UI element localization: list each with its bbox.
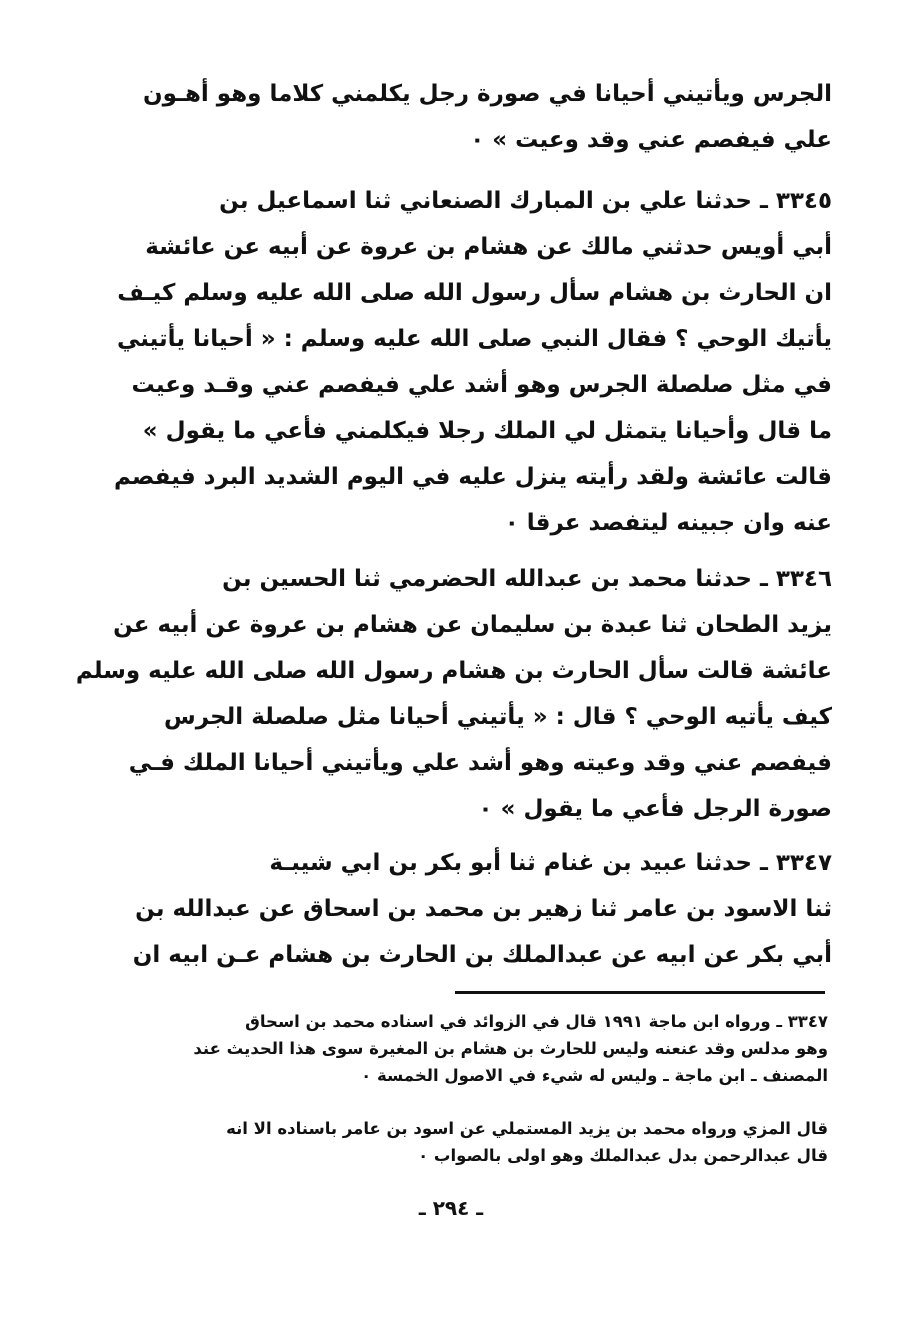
text-line: ان الحارث بن هشام سأل رسول الله صلى الله عليه وسلم كيـف [117,280,832,306]
text-line: ٣٣٤٧ ـ حدثنا عبيد بن غنام ثنا أبو بكر بن ابي شيبـة [269,850,832,876]
text-line: قالت عائشة ولقد رأيته ينزل عليه في اليوم الشديد البرد فيفصم [113,464,832,490]
text-line: صورة الرجل فأعي ما يقول » ٠ [478,796,832,822]
paragraph-hadith-3347 [112,840,832,978]
text-line: يأتيك الوحي ؟ فقال النبي صلى الله عليه وسلم : « أحيانا يأتيني [117,326,832,352]
footnote-line: المصنف ـ ابن ماجة ـ وليس له شيء في الاصول الخمسة ٠ [361,1066,828,1085]
text-line: عائشة قالت سأل الحارث بن هشام رسول الله صلى الله عليه وسلم [75,658,832,684]
text-line: كيف يأتيه الوحي ؟ قال : « يأتيني أحيانا مثل صلصلة الجرس [164,704,832,730]
paragraph-continuation [112,71,832,163]
text-line: الجرس ويأتيني أحيانا في صورة رجل يكلمني كلاما وهو أهـون [143,81,832,107]
text-line: أبي أويس حدثني مالك عن هشام بن عروة عن أبيه عن عائشة [145,234,832,260]
text-line: ما قال وأحيانا يتمثل لي الملك رجلا فيكلمني فأعي ما يقول » [142,418,832,444]
paragraph-hadith-3346 [75,556,832,832]
text-line: ٣٣٤٥ ـ حدثنا علي بن المبارك الصنعاني ثنا اسماعيل بن [219,188,832,214]
text-line: يزيد الطحان ثنا عبدة بن سليمان عن هشام بن عروة عن أبيه عن [113,612,832,638]
footnote-line: قال عبدالرحمن بدل عبدالملك وهو اولى بالصواب ٠ [418,1146,828,1165]
text-line: في مثل صلصلة الجرس وهو أشد علي فيفصم عني وقـد وعيت [131,372,832,398]
footnote-second-block [112,1115,828,1169]
footnote-separator [455,991,825,994]
footnote-line: قال المزي ورواه محمد بن يزيد المستملي عن اسود بن عامر باسناده الا انه [226,1119,828,1138]
text-line: أبي بكر عن ابيه عن عبدالملك بن الحارث بن هشام عـن ابيه ان [132,942,832,968]
footnotes [112,1008,828,1089]
footnote-line: وهو مدلس وقد عنعنه وليس للحارث بن هشام بن المغيرة سوى هذا الحديث عند [193,1039,828,1058]
text-line: عنه وان جبينه ليتفصد عرقا ٠ [504,510,832,536]
text-line: ٣٣٤٦ ـ حدثنا محمد بن عبدالله الحضرمي ثنا الحسين بن [222,566,832,592]
text-line: فيفصم عني وقد وعيته وهو أشد علي ويأتيني أحيانا الملك فـي [128,750,832,776]
footnote-line: ٣٣٤٧ ـ ورواه ابن ماجة ١٩٩١ قال في الزوائد في اسناده محمد بن اسحاق [245,1012,828,1031]
text-line: علي فيفصم عني وقد وعيت » ٠ [470,127,832,153]
text-line: ثنا الاسود بن عامر ثنا زهير بن محمد بن اسحاق عن عبدالله بن [135,896,832,922]
page-number: ـ ٢٩٤ ـ [418,1196,484,1220]
paragraph-hadith-3345 [112,178,832,546]
